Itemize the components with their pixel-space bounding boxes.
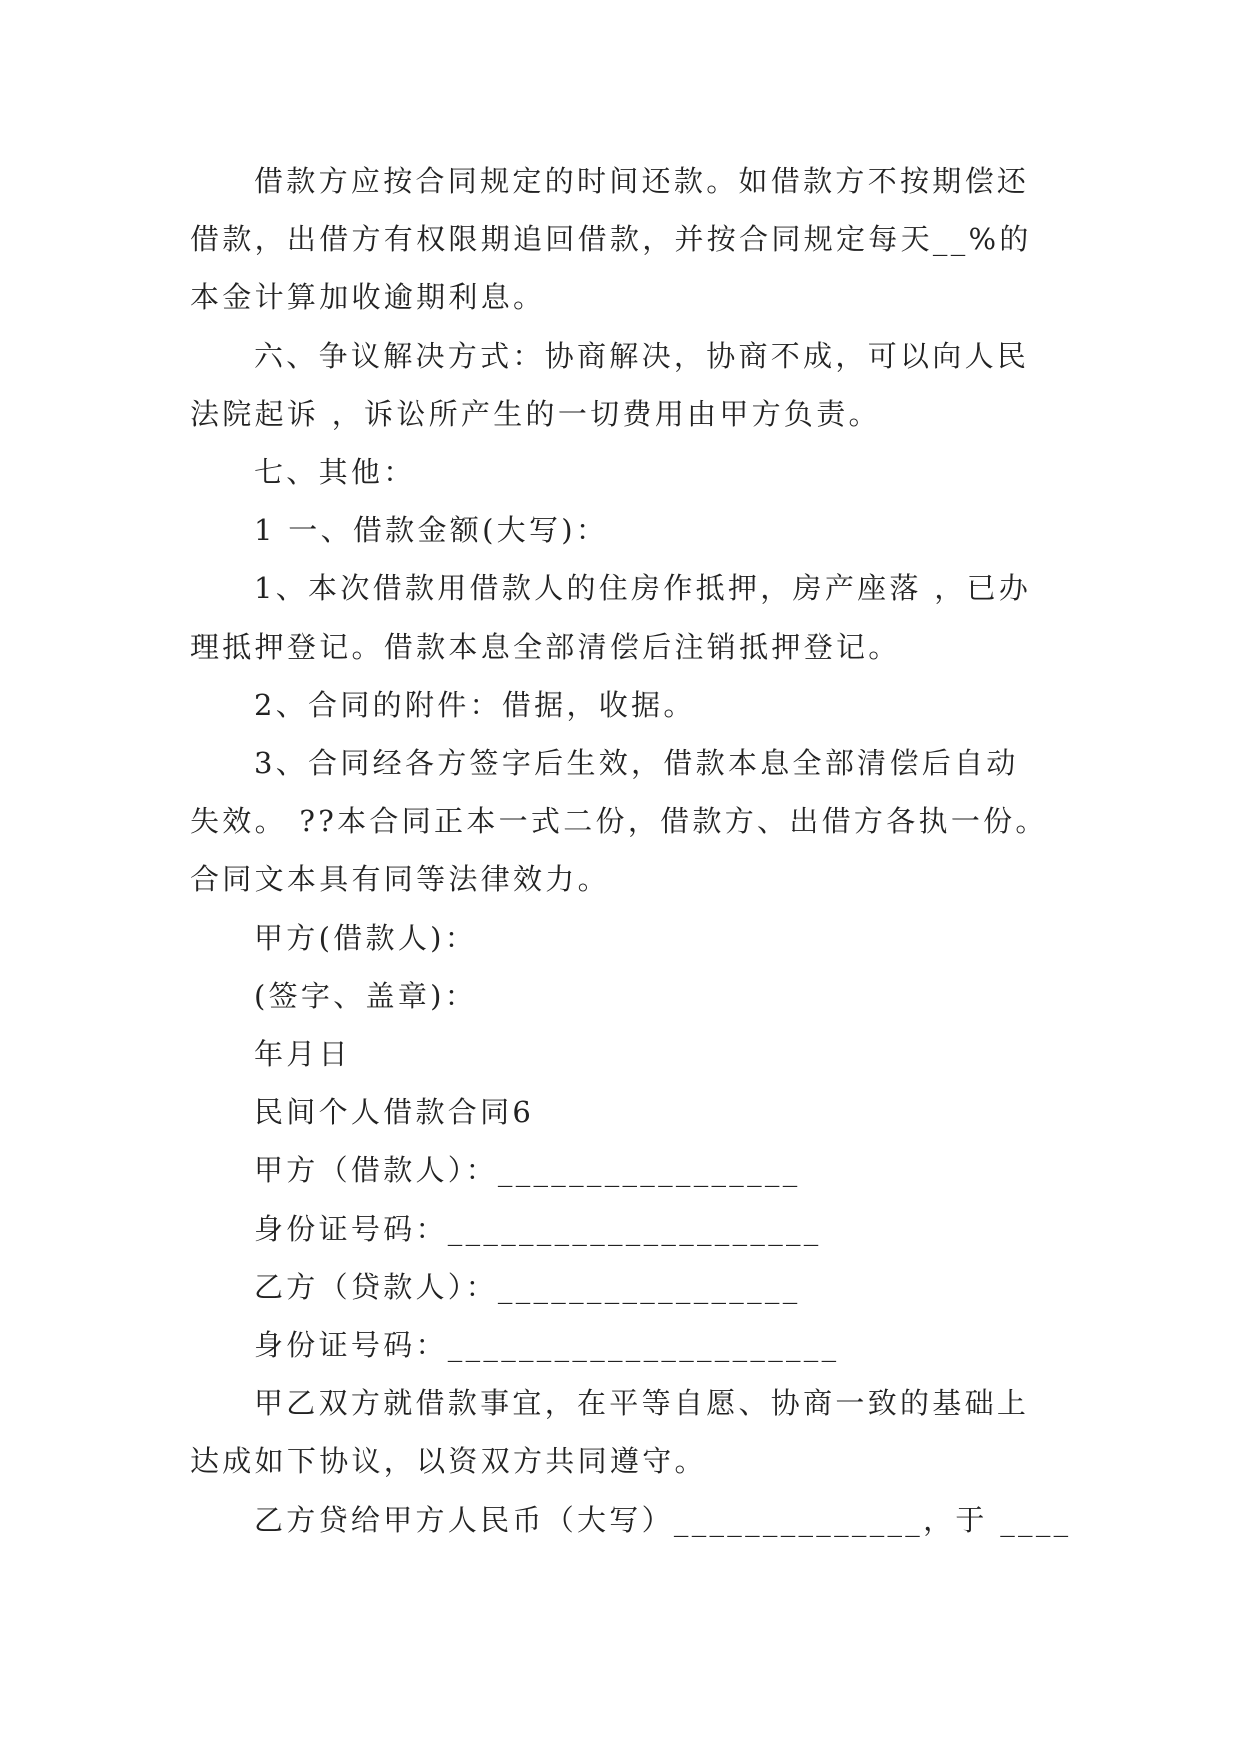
paragraph-attachments	[190, 676, 1070, 734]
text-line: 2、合同的附件：借据，收据。	[254, 687, 696, 722]
text-line: 甲方(借款人)：	[254, 920, 478, 955]
text-line: 合同文本具有同等法律效力。	[190, 862, 610, 897]
party-a-signature-label	[190, 909, 1070, 967]
paragraph-other	[190, 443, 1070, 501]
paragraph-agreement	[190, 1374, 1070, 1490]
text-line: 甲乙双方就借款事宜，在平等自愿、协商一致的基础上	[254, 1386, 1030, 1421]
text-line: 达成如下协议，以资双方共同遵守。	[190, 1444, 707, 1479]
seal-label	[190, 967, 1070, 1025]
text-line: 借款，出借方有权限期追回借款，并按合同规定每天__%的	[190, 222, 1032, 257]
text-line: 年月日	[254, 1037, 351, 1072]
text-line: 七、其他：	[254, 455, 416, 490]
paragraph-mortgage	[190, 559, 1070, 675]
text-line: 身份证号码：______________________	[254, 1328, 840, 1363]
paragraph-dispute-resolution	[190, 327, 1070, 443]
paragraph-repayment	[190, 152, 1070, 327]
text-line: 法院起诉 ，诉讼所产生的一切费用由甲方负责。	[190, 396, 881, 431]
text-line: 1、本次借款用借款人的住房作抵押，房产座落 ，已办	[254, 571, 1032, 606]
text-line: 1 一、借款金额(大写)：	[254, 513, 609, 548]
text-line: 甲方（借款人）：_________________	[254, 1153, 801, 1188]
text-line: 乙方（贷款人）：_________________	[254, 1269, 801, 1304]
text-line: 本金计算加收逾期利息。	[190, 280, 546, 315]
text-line: 3、合同经各方签字后生效，借款本息全部清偿后自动	[254, 746, 1019, 781]
party-a-field	[190, 1141, 1070, 1199]
text-line: 六、争议解决方式：协商解决，协商不成，可以向人民	[254, 338, 1030, 373]
party-b-field	[190, 1258, 1070, 1316]
date-label	[190, 1025, 1070, 1083]
text-line: 乙方贷给甲方人民币（大写）______________，于 ____	[254, 1502, 1072, 1537]
party-a-id-field	[190, 1200, 1070, 1258]
text-line: (签字、盖章)：	[254, 978, 478, 1013]
text-line: 理抵押登记。借款本息全部清偿后注销抵押登记。	[190, 629, 901, 664]
contract-title	[190, 1083, 1070, 1141]
text-line: 民间个人借款合同6	[254, 1095, 535, 1130]
paragraph-loan-amount	[190, 1491, 1070, 1549]
text-line: 借款方应按合同规定的时间还款。如借款方不按期偿还	[254, 164, 1030, 198]
paragraph-effective	[190, 734, 1070, 909]
party-b-id-field	[190, 1316, 1070, 1374]
paragraph-loan-amount-heading	[190, 501, 1070, 559]
text-line: 失效。 ??本合同正本一式二份，借款方、出借方各执一份。	[190, 804, 1048, 839]
text-line: 身份证号码：_____________________	[254, 1211, 822, 1246]
document-body	[190, 152, 1070, 1549]
